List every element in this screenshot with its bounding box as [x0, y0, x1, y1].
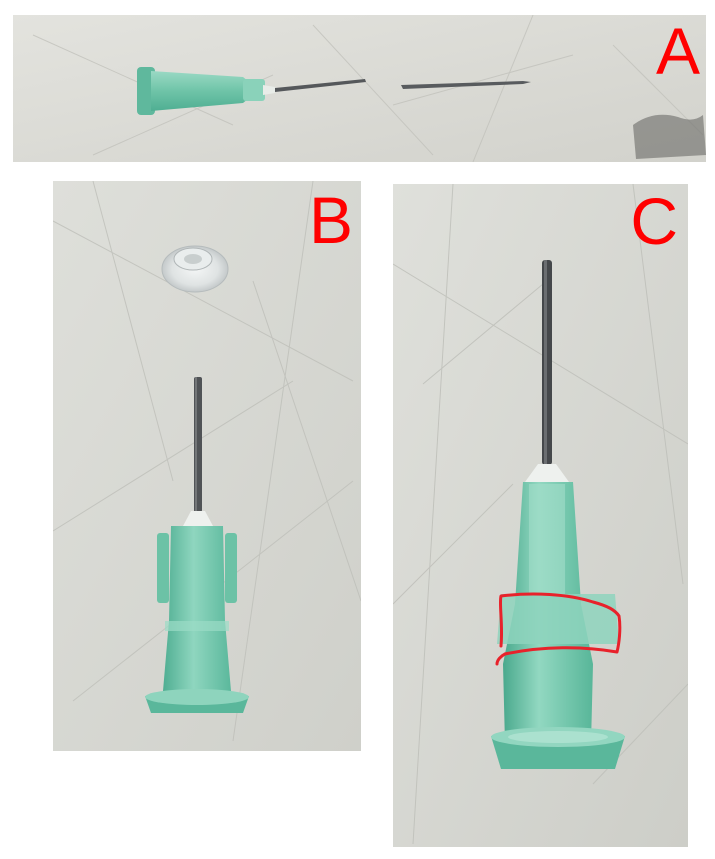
smudge-mark: [633, 115, 706, 159]
panel-b: [53, 181, 361, 751]
panel-a-photo: [13, 15, 706, 162]
panel-label-c: C: [630, 184, 678, 258]
panel-label-a: A: [655, 15, 700, 88]
panel-c: [393, 184, 688, 847]
panel-a: [13, 15, 706, 162]
panel-label-b: B: [308, 183, 353, 257]
clear-cap: [162, 246, 228, 292]
surface: [13, 15, 706, 162]
panel-b-photo: [53, 181, 361, 751]
panel-c-photo: [393, 184, 688, 847]
